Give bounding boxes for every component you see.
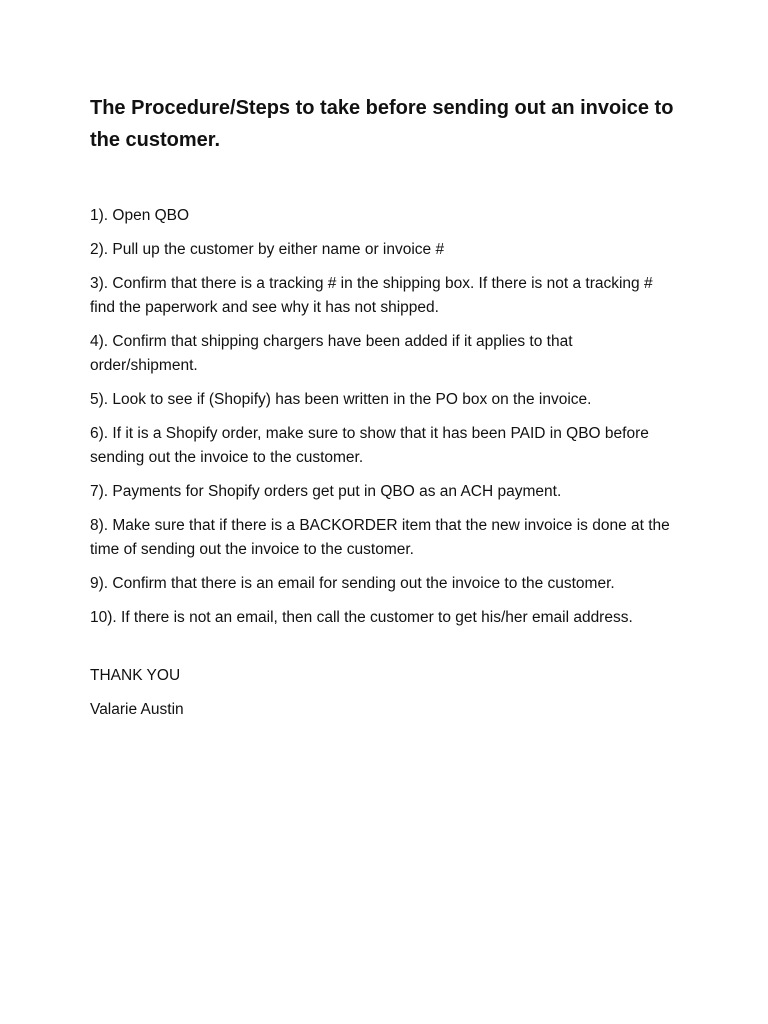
closing-thank-you: THANK YOU	[90, 667, 181, 684]
signature-name: Valarie Austin	[90, 701, 184, 718]
step-1: 1). Open QBO	[90, 207, 190, 224]
step-2: 2). Pull up the customer by either name or invoice #	[90, 241, 445, 258]
step-6: 6). If it is a Shopify order, make sure to show that it has been PAID in QBO before sending out the invoice to the customer.	[90, 425, 649, 466]
step-5: 5). Look to see if (Shopify) has been written in the PO box on the invoice.	[90, 391, 592, 408]
step-9: 9). Confirm that there is an email for sending out the invoice to the customer.	[90, 575, 615, 592]
step-4: 4). Confirm that shipping chargers have been added if it applies to that order/shipment.	[90, 333, 573, 374]
step-3: 3). Confirm that there is a tracking # in the shipping box. If there is not a tracking # find the paperwork and see why it has not shipped.	[90, 275, 653, 316]
step-10: 10). If there is not an email, then call the customer to get his/her email address.	[90, 609, 633, 626]
step-8: 8). Make sure that if there is a BACKORDER item that the new invoice is done at the time of sending out the invoice to the customer.	[90, 517, 670, 558]
step-7: 7). Payments for Shopify orders get put in QBO as an ACH payment.	[90, 483, 562, 500]
closing-block	[90, 664, 708, 722]
document-title: The Procedure/Steps to take before sending out an invoice to the customer.	[90, 97, 674, 151]
procedure-steps-list	[90, 204, 708, 630]
